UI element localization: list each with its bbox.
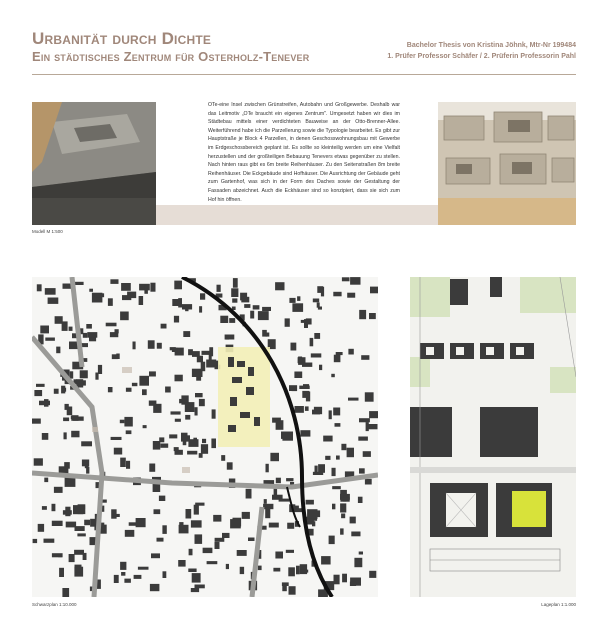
- model-caption: Modell M 1:500: [32, 229, 63, 234]
- layout-plan: [410, 277, 576, 597]
- model-photo-right: [438, 102, 576, 225]
- site-plan-caption: Schwarzplan 1:10.000: [32, 602, 77, 607]
- model-photo-left: [32, 102, 156, 225]
- meta-author: Bachelor Thesis von Kristina Jöhnk, Mtr-Nr 199484: [406, 42, 576, 49]
- page-title: [32, 30, 309, 65]
- title-line-2: Ein städtisches Zentrum für Osterholz-Tenever: [32, 49, 310, 64]
- thesis-meta: [387, 40, 576, 62]
- figure-ground-plan: [32, 277, 378, 597]
- description-text: OTe-eine Insel zwischen Grünstreifen, Autobahn und Großgewerbe. Deshalb war das Leitmotiv „OTe braucht ein eigenes Zentrum". Umgesetzt haben wir dies im Städtebau mittels einer verdichteten Bauweise an der Otto-Brenner-Allee. Weiterführend habe ich die Parzellerung sowie die Typologie bearbeitet. Es gibt zur Hauptstraße je Block 4 Parzellen, in denen Geschosswohnungsbau mit Gewerbe im Erdgeschossbereich geplant ist. Es sollte so kleinteilig werden um eine Vielfalt herzustellen und der großteiligen Bebauung Tenevers etwas gegenüber zu stellen. Nach hinten raus gibt es 6m breite Reihenhäuser. Zu den Seitenstraßen 8m breite Reihenhäuser. Die Eckgebäude sind Hofhäuser. Die Ausrichtung der Gebäude geht zum Gartenhof, was sich in der Form des Daches sowie der Gestaltung der Fassaden abzeichnet. Auch die Eckhäuser sind so konzipiert, dass sie sich zum Hof hin öffnen.: [208, 102, 400, 203]
- header-divider: [32, 74, 576, 75]
- layout-plan-caption: Lageplan 1:1.000: [541, 602, 576, 607]
- meta-examiners: 1. Prüfer Professor Schäfer / 2. Prüferin Professorin Pahl: [387, 53, 576, 60]
- title-line-1: Urbanität durch Dichte: [32, 29, 212, 48]
